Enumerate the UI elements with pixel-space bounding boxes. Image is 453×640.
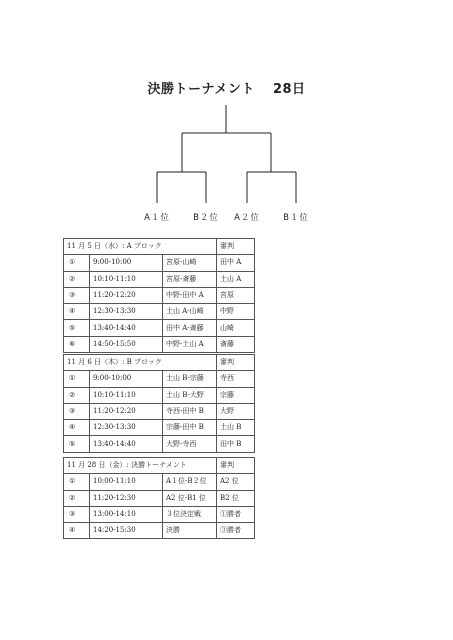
row-referee: 宮原 (217, 287, 255, 303)
row-referee: 宗藤 (217, 387, 255, 403)
row-time: 13:40-14:40 (90, 320, 163, 336)
row-time: 10:10-11:10 (90, 271, 163, 287)
row-number: ⑤ (64, 436, 90, 452)
table-row (64, 304, 255, 320)
table-row (64, 320, 255, 336)
row-number: ① (64, 255, 90, 271)
row-number: ① (64, 371, 90, 387)
row-time: 13:00-14:10 (90, 506, 163, 522)
seed-label-b1: B１位 (283, 213, 309, 223)
row-match: 寺西-田中 B (163, 403, 217, 419)
row-time: 9:00-10:00 (90, 371, 163, 387)
schedule-table-final (63, 457, 255, 539)
row-time: 11:20-12:30 (90, 490, 163, 506)
row-number: ④ (64, 523, 90, 539)
row-time: 13:40-14:40 (90, 436, 163, 452)
row-match: 土山 B-大野 (163, 387, 217, 403)
row-match: 土山 B-宗藤 (163, 371, 217, 387)
table-row (64, 255, 255, 271)
row-time: 10:00-11:10 (90, 474, 163, 490)
row-referee: 土山 B (217, 420, 255, 436)
table-row (64, 336, 255, 352)
row-referee: 田中 A (217, 255, 255, 271)
table-header-row (64, 239, 255, 255)
row-match: 宮原-山崎 (163, 255, 217, 271)
seed-label-b2: B２位 (193, 213, 219, 223)
row-number: ② (64, 271, 90, 287)
table-header-date: 11 月 5 日（水）: A ブロック (64, 239, 217, 255)
row-number: ⑥ (64, 336, 90, 352)
table-header-referee: 審判 (217, 355, 255, 371)
row-referee: 寺西 (217, 371, 255, 387)
row-referee: ③勝者 (217, 523, 255, 539)
table-header-referee: 審判 (217, 239, 255, 255)
row-time: 10:10-11:10 (90, 387, 163, 403)
seed-label-a2: A２位 (234, 213, 260, 223)
table-row (64, 287, 255, 303)
schedule-table-b-block (63, 354, 255, 453)
row-referee: 山崎 (217, 320, 255, 336)
row-referee: 田中 B (217, 436, 255, 452)
row-number: ⑤ (64, 320, 90, 336)
table-row (64, 506, 255, 522)
table-row (64, 436, 255, 452)
row-match: 田中 A-斎藤 (163, 320, 217, 336)
row-referee: 斎藤 (217, 336, 255, 352)
row-time: 12:30-13:30 (90, 304, 163, 320)
title-day: 28日 (272, 82, 306, 97)
row-referee: 土山 A (217, 271, 255, 287)
table-row (64, 371, 255, 387)
row-number: ③ (64, 287, 90, 303)
row-match: 宗藤-田中 B (163, 420, 217, 436)
row-referee: ①勝者 (217, 506, 255, 522)
row-match: 大野-寺西 (163, 436, 217, 452)
row-match: 中野-土山 A (163, 336, 217, 352)
row-referee: 中野 (217, 304, 255, 320)
row-time: 12:30-13:30 (90, 420, 163, 436)
row-number: ① (64, 474, 90, 490)
table-row (64, 474, 255, 490)
row-match: 決勝 (163, 523, 217, 539)
table-row (64, 403, 255, 419)
row-match: 中野-田中 A (163, 287, 217, 303)
row-number: ② (64, 490, 90, 506)
row-number: ④ (64, 420, 90, 436)
table-row (64, 387, 255, 403)
row-number: ③ (64, 403, 90, 419)
row-time: 14:20-15:30 (90, 523, 163, 539)
seed-label-a1: A１位 (144, 213, 170, 223)
row-referee: B2 位 (217, 490, 255, 506)
table-row (64, 420, 255, 436)
table-row (64, 490, 255, 506)
row-referee: A2 位 (217, 474, 255, 490)
table-header-referee: 審判 (217, 458, 255, 474)
table-row (64, 523, 255, 539)
row-number: ③ (64, 506, 90, 522)
row-match: 土山 A-山崎 (163, 304, 217, 320)
row-referee: 大野 (217, 403, 255, 419)
schedule-table-a-block (63, 238, 255, 353)
row-match: ３位決定戦 (163, 506, 217, 522)
row-number: ④ (64, 304, 90, 320)
table-header-date: 11 月 6 日（木）: B ブロック (64, 355, 217, 371)
title-text: 決勝トーナメント (147, 82, 255, 97)
table-header-row (64, 355, 255, 371)
row-match: 宮原-斎藤 (163, 271, 217, 287)
row-number: ② (64, 387, 90, 403)
row-time: 11:20-12:20 (90, 403, 163, 419)
table-row (64, 271, 255, 287)
row-match: A１位-B２位 (163, 474, 217, 490)
row-time: 9:00-10:00 (90, 255, 163, 271)
table-header-date: 11 月 28 日（金）: 決勝トーナメント (64, 458, 217, 474)
row-time: 14:50-15:50 (90, 336, 163, 352)
row-match: A2 位-B1 位 (163, 490, 217, 506)
table-header-row (64, 458, 255, 474)
row-time: 11:20-12:20 (90, 287, 163, 303)
